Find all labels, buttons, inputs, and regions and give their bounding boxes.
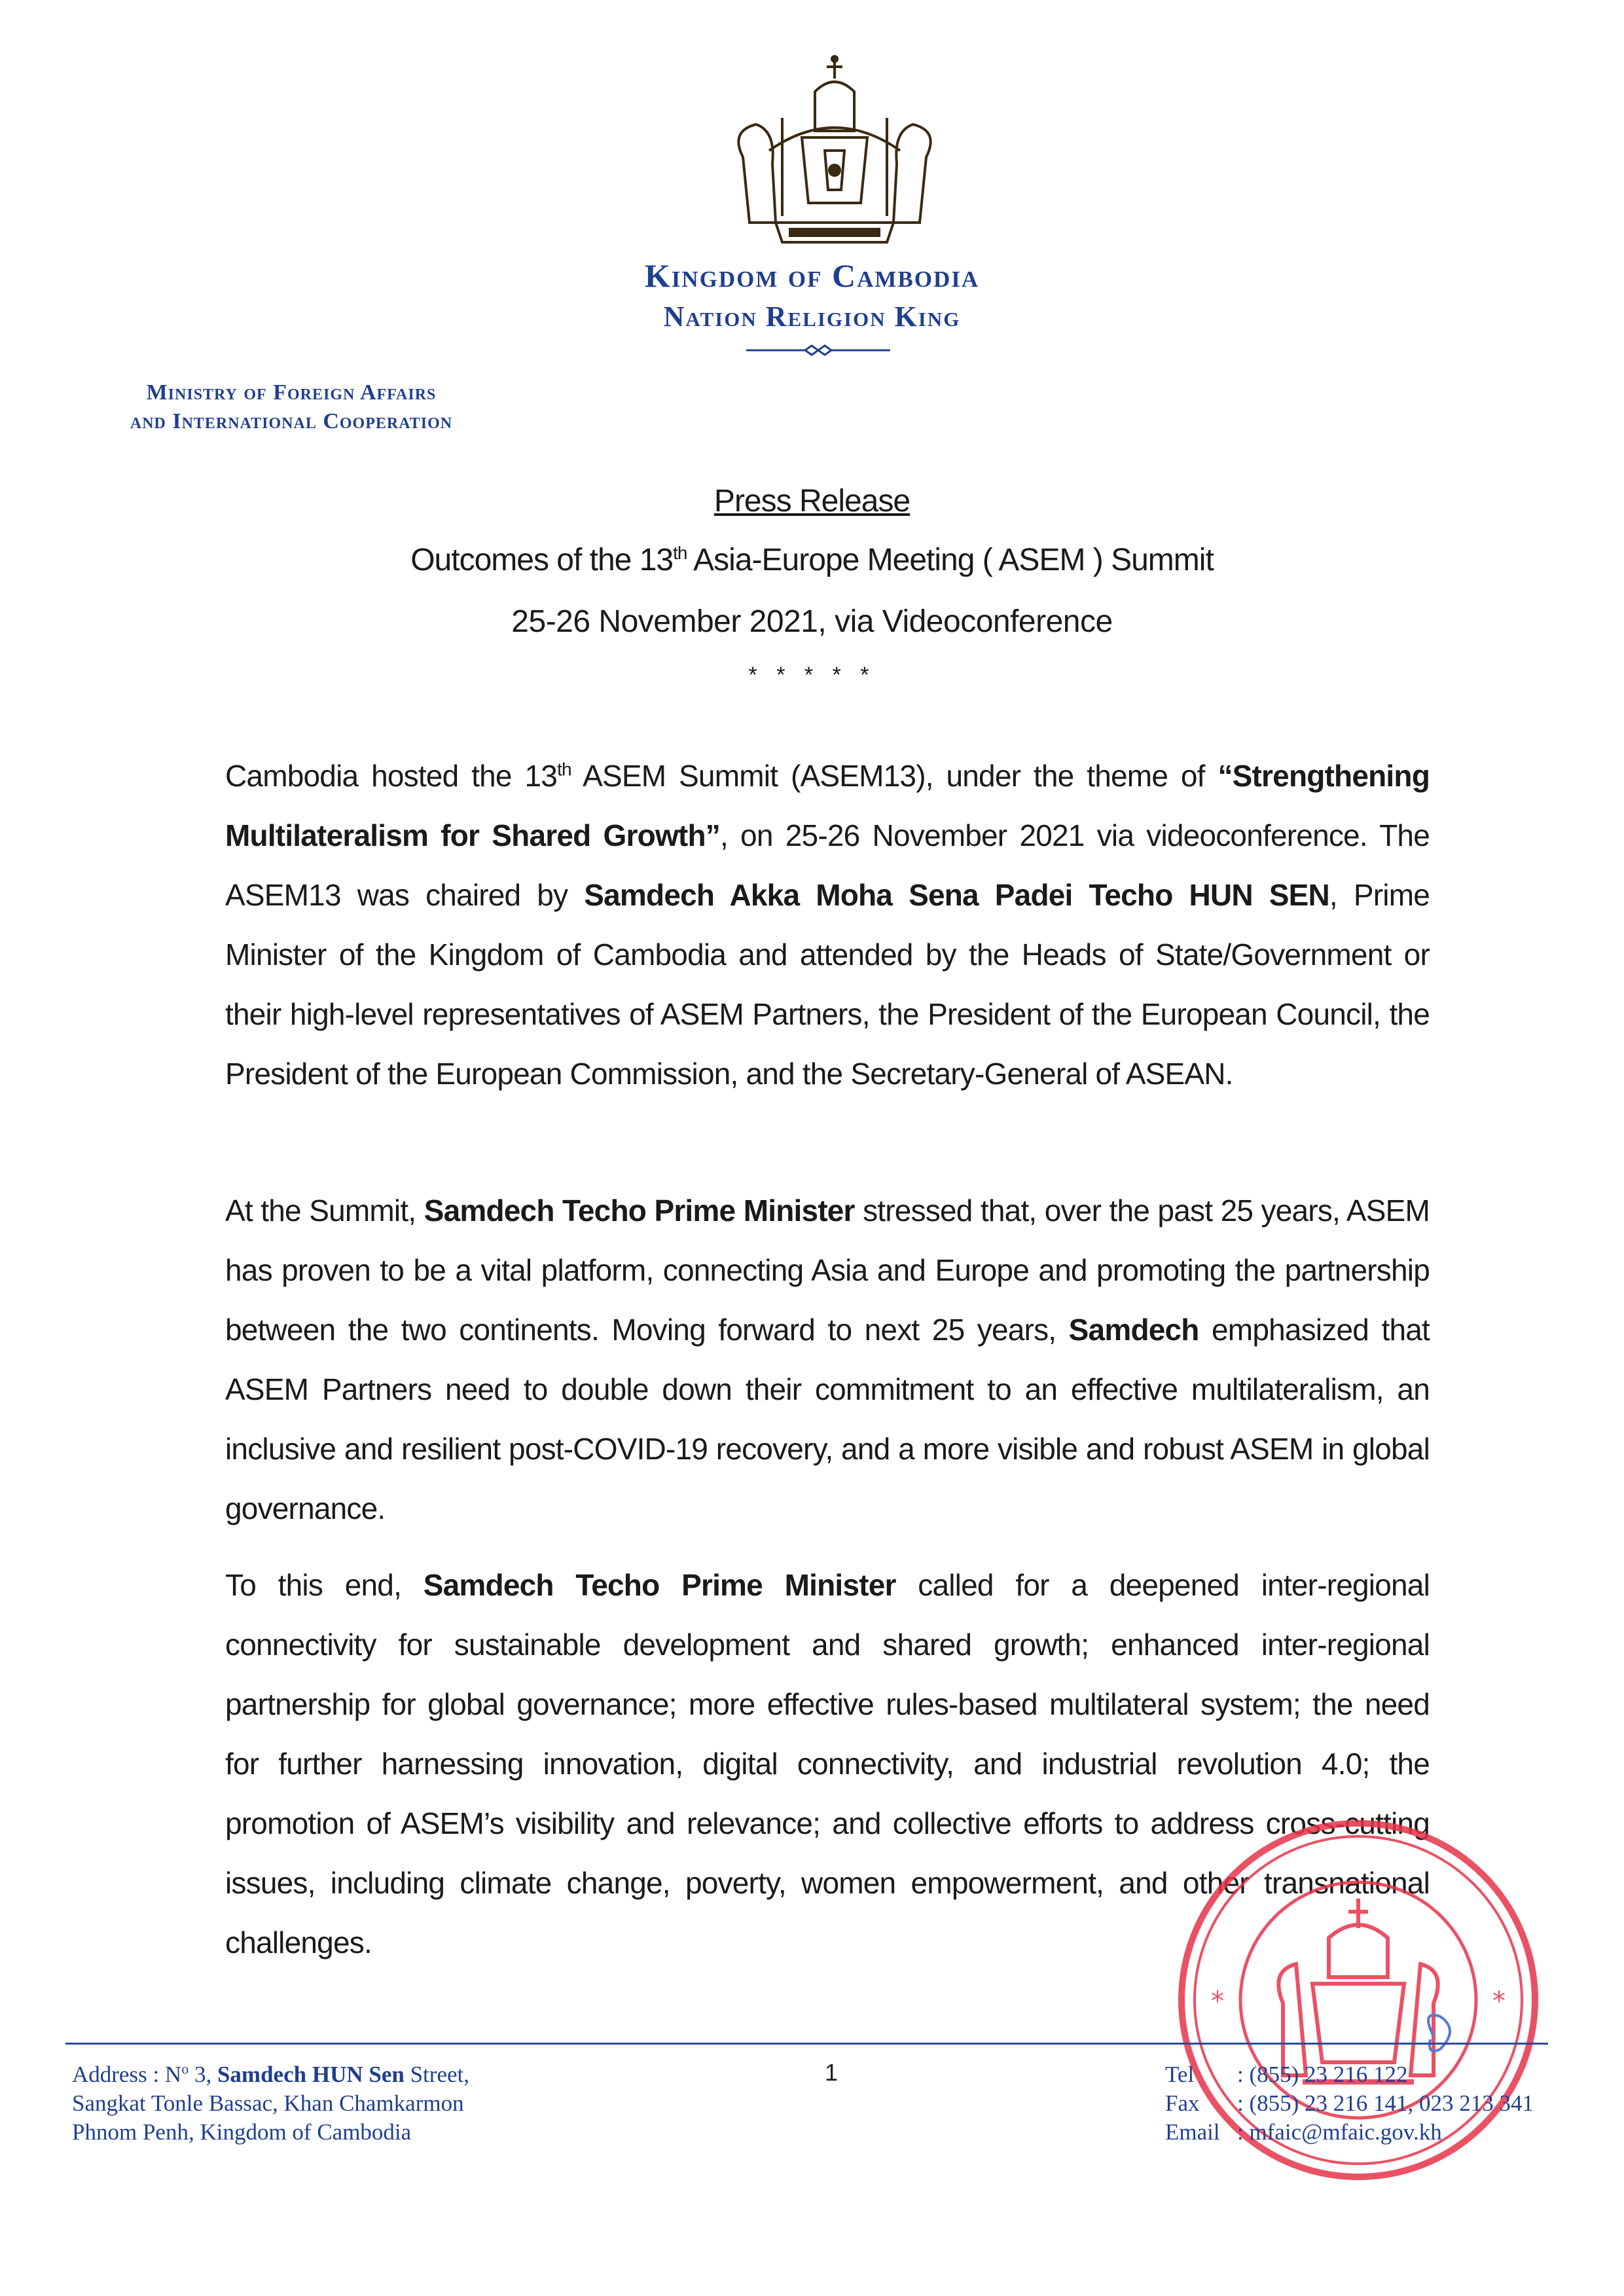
address-line-2: Sangkat Tonle Bassac, Khan Chamkarmon	[72, 2090, 464, 2116]
ministry-line-1: Ministry of Foreign Affairs	[146, 380, 437, 405]
body-paragraph-1: Cambodia hosted the 13th ASEM Summit (ASEM13), under the theme of “Strengthening Multilateralism for Shared Growth”, on 25-26 November 2021 via videoconference. The ASEM13 was chaired by Samdech Akka Moha Sena Padei Techo HUN SEN, Prime Minister of the Kingdom of Cambodia and attended by the Heads of State/Government or their high-level representatives of ASEM Partners, the President of the European Council, the President of the European Commission, and the Secretary-General of ASEAN.	[225, 759, 1430, 1091]
footer-address	[72, 2060, 596, 2147]
press-release-heading: Press Release	[713, 484, 911, 519]
footer-contact	[1165, 2060, 1623, 2147]
body-paragraph-3: To this end, Samdech Techo Prime Minister called for a deepened inter-regional connectivity for sustainable development and shared growth; enhanced inter-regional partnership for global governance; more effective rules-based multilateral system; the need for further harnessing innovation, digital connectivity, and industrial revolution 4.0; the promotion of ASEM’s visibility and relevance; and collective efforts to address cross-cutting issues, including climate change, poverty, women empowerment, and other transnational challenges.	[225, 1568, 1430, 1959]
press-release-subtitle	[0, 542, 1624, 578]
royal-coat-of-arms-emblem	[704, 52, 965, 249]
subtitle-text-end: Asia-Europe Meeting ( ASEM ) Summit	[687, 543, 1214, 577]
page-number: 1	[824, 2059, 839, 2086]
decorative-divider-ornament	[740, 340, 897, 360]
contact-tel: Tel : (855) 23 216 122	[1165, 2062, 1408, 2087]
contact-fax: Fax : (855) 23 216 141, 023 213 341	[1165, 2090, 1534, 2116]
body-paragraph-2: At the Summit, Samdech Techo Prime Minister stressed that, over the past 25 years, ASEM has proven to be a vital platform, connecting Asia and Europe and promoting the partnership between the two continents. Moving forward to next 25 years, Samdech emphasized that ASEM Partners need to double down their commitment to an effective multilateralism, an inclusive and resilient post-COVID-19 recovery, and a more visible and robust ASEM in global governance.	[225, 1194, 1430, 1525]
subtitle-text: Outcomes of the 13	[410, 543, 674, 577]
separator-stars: * * * * *	[748, 663, 876, 687]
subtitle-ordinal: th	[673, 543, 687, 563]
svg-text:*: *	[1492, 1986, 1506, 2016]
ministry-name	[65, 378, 517, 436]
press-release-date: 25-26 November 2021, via Videoconference	[511, 604, 1113, 639]
national-motto: Nation Religion King	[663, 301, 961, 333]
address-line-1: Address : $N^o$ 3, Samdech HUN Sen Street,	[72, 2060, 469, 2087]
contact-email: Email : mfaic@mfaic.gov.kh	[1165, 2119, 1442, 2145]
kingdom-heading: Kingdom of Cambodia	[644, 257, 980, 294]
ministry-line-2: and International Cooperation	[130, 409, 453, 433]
footer-divider	[65, 2043, 1548, 2045]
svg-text:*: *	[1211, 1986, 1224, 2016]
address-line-3: Phnom Penh, Kingdom of Cambodia	[72, 2119, 412, 2145]
